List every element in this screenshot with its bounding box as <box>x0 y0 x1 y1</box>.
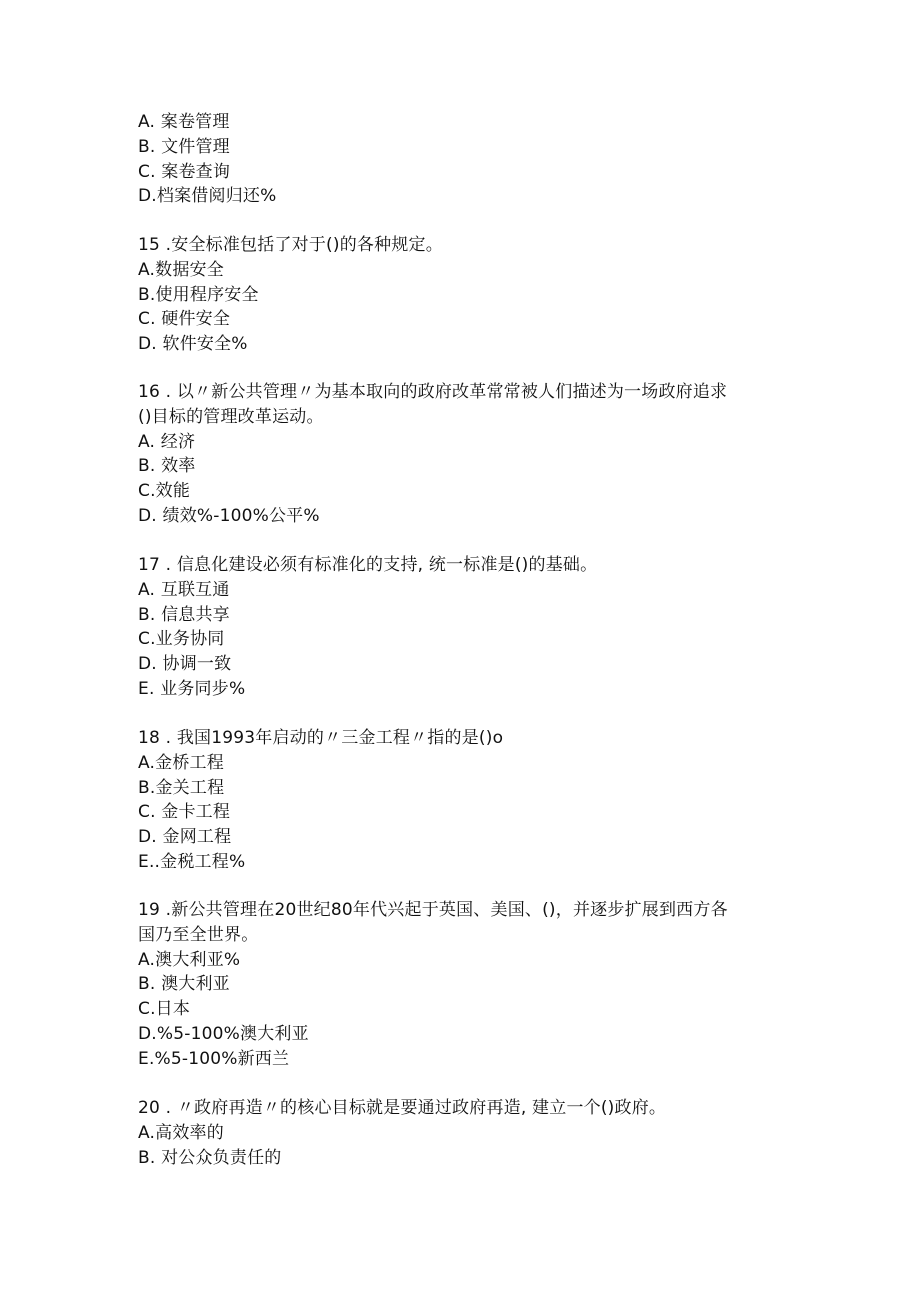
option-d: D.%5-100%澳大利亚 <box>138 1023 309 1044</box>
question-block-18 <box>138 726 798 875</box>
option-c: C. 硬件安全 <box>138 309 231 330</box>
option-b: B. 信息共享 <box>138 604 230 625</box>
option-a: A.高效率的 <box>138 1122 224 1143</box>
option-b: B. 对公众负责任的 <box>138 1147 282 1168</box>
option-a: A.金桥工程 <box>138 752 224 773</box>
option-d: D. 协调一致 <box>138 654 232 675</box>
option-a: A.数据安全 <box>138 259 224 280</box>
option-b: B.金关工程 <box>138 777 225 798</box>
option-c: C. 金卡工程 <box>138 802 231 823</box>
option-a: A. 经济 <box>138 431 196 452</box>
option-e: E.%5-100%新西兰 <box>138 1048 290 1069</box>
question-text: 15 .安全标准包括了对于()的各种规定。 <box>138 235 443 255</box>
option-c: C.日本 <box>138 999 191 1020</box>
option-c: C.效能 <box>138 481 191 502</box>
option-a: A.澳大利亚% <box>138 949 241 970</box>
question-block-14-options <box>138 110 798 209</box>
question-text: 20 . 〃政府再造〃的核心目标就是要通过政府再造, 建立一个()政府。 <box>138 1098 667 1118</box>
option-a: A. 互联互通 <box>138 579 230 600</box>
question-text-continued: ()目标的管理改革运动。 <box>138 406 324 427</box>
option-d: D. 绩效%-100%公平% <box>138 505 320 526</box>
question-text: 19 .新公共管理在20世纪80年代兴起于英国、美国、()，并逐步扩展到西方各 <box>138 900 728 920</box>
question-block-16 <box>138 380 798 529</box>
option-d: D. 金网工程 <box>138 827 232 848</box>
option-e: E..金税工程% <box>138 851 246 872</box>
option-c: C. 案卷查询 <box>138 161 231 182</box>
question-block-20 <box>138 1096 798 1170</box>
question-block-15 <box>138 233 798 357</box>
option-b: B. 效率 <box>138 456 196 477</box>
option-b: B. 澳大利亚 <box>138 974 230 995</box>
question-text-continued: 国乃至全世界。 <box>138 924 259 945</box>
option-e: E. 业务同步% <box>138 678 246 699</box>
question-text: 16 . 以〃新公共管理〃为基本取向的政府改革常常被人们描述为一场政府追求 <box>138 382 728 402</box>
option-b: B. 文件管理 <box>138 136 230 157</box>
option-c: C.业务协同 <box>138 629 225 650</box>
question-block-19 <box>138 898 798 1072</box>
question-text: 17 . 信息化建设必须有标准化的支持, 统一标准是()的基础。 <box>138 555 598 575</box>
option-d: D. 软件安全% <box>138 334 248 355</box>
option-a: A. 案卷管理 <box>138 112 230 132</box>
question-text: 18 . 我国1993年启动的〃三金工程〃指的是()o <box>138 728 504 748</box>
option-d: D.档案借阅归还% <box>138 186 277 207</box>
question-block-17 <box>138 553 798 702</box>
option-b: B.使用程序安全 <box>138 284 259 305</box>
